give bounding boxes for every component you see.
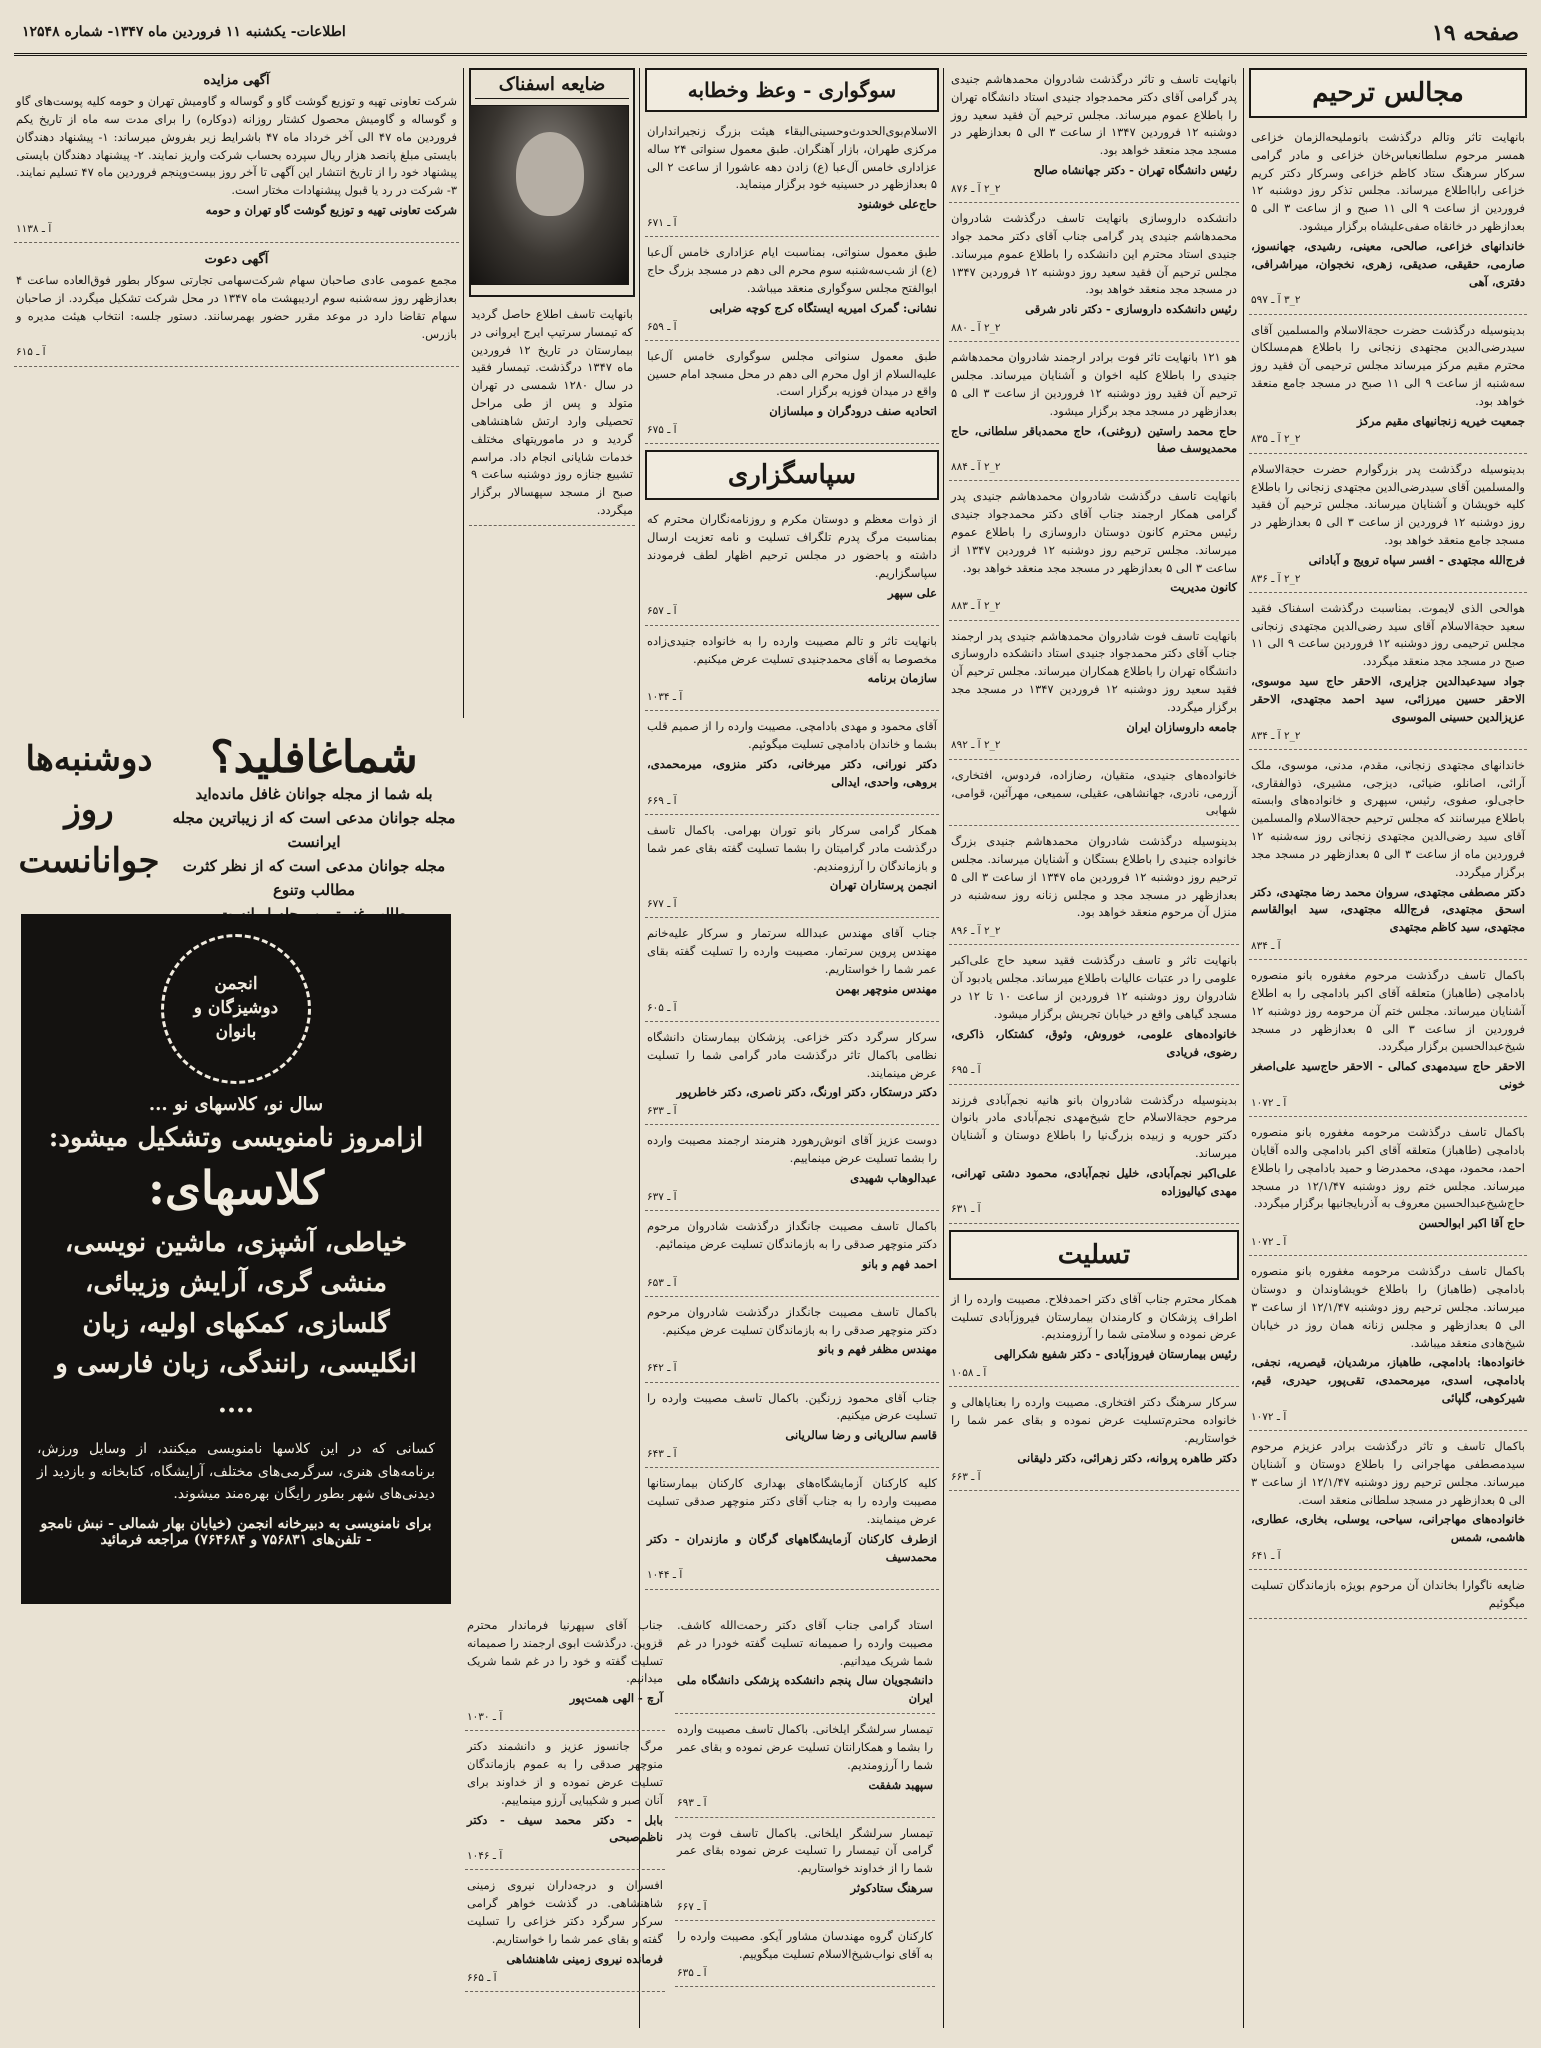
notice-signature: خانواده‌های علومی، خوروش، وثوق، کشتکار، ذاکری، رضوی، فریادی xyxy=(951,1026,1237,1059)
obituary-title: ضایعه اسفناک xyxy=(475,74,629,99)
notice-text: بدینوسیله درگذشت شادروان محمدهاشم جنیدی بزرگ خانواده جنیدی را باطلاع بستگان و آشنایان میرساند. مجلس ترحیم روز دوشنبه ۱۲ فروردین ماه ۱۳۴۷ از ساعت ۳ الی ۵ بعدازظهر در مسجد مجد و مجلس زنانه روز سه‌شنبه در منزل آن مرحوم منعقد خواهد بود. xyxy=(951,834,1237,920)
notice xyxy=(645,1215,939,1297)
notice xyxy=(949,949,1239,1084)
notice-title: آگهی دعوت xyxy=(204,252,269,268)
notice xyxy=(949,485,1239,620)
notice xyxy=(645,819,939,919)
condolence-list xyxy=(949,1288,1239,1491)
notice xyxy=(645,241,939,341)
notice-text: بانهایت تاثر و تالم مصیبت وارده را به خانواده جنیدی‌زاده مخصوصا به آقای محمدجنیدی تسلیت عرض میکنیم. xyxy=(647,633,937,666)
notice xyxy=(645,922,939,1022)
notice xyxy=(645,715,939,815)
notice-signature: سپهبد شفقت xyxy=(868,1777,933,1792)
notice-signature: حاج‌علی خوشنود xyxy=(857,197,937,212)
notice-signature: سازمان برنامه xyxy=(867,671,937,686)
notice-text: بدینوسیله درگذشت شادروان بانو هانیه نجم‌آبادی فرزند مرحوم حجةالاسلام حاج شیخ‌مهدی نجم‌آبادی مادر بانوان دکتر حوریه و زبیده بزرگ‌نیا را باطلاع دوستان و آشنایان میرساند. xyxy=(951,1092,1237,1161)
notice-text: هوالحی الذی لایموت. بمناسبت درگذشت اسفناک فقید سعید حجةالاسلام آقای سید رضی‌الدین مجتهدی زنجانی مجلس ترحیمی روز دوشنبه ۱۲ فروردین ساعت ۹ الی ۱۱ صبح در مسجد مجد منعقد میگردد. xyxy=(1251,600,1525,669)
column-announcements xyxy=(14,68,459,718)
notice-signature: مهندس مظفر فهم و بانو xyxy=(818,1342,937,1357)
notice xyxy=(1249,319,1527,454)
notice-signature: اتحادیه صنف درودگران و مبلسازان xyxy=(769,404,937,419)
notice-code: آ ـ ۱۰۷۲ xyxy=(1251,1236,1287,1249)
notice-signature: خانواده‌های مهاجرانی، سیاحی، یوسلی، بخاری، عطاری، هاشمی، شمس xyxy=(1251,1512,1525,1545)
notice-text: بانهایت تاسف درگذشت شادروان محمدهاشم جنیدی پدر گرامی همکار ارجمند جناب آقای دکتر محمدجواد جنیدی رئیس محترم کانون دوستان داروسازی را باطلاع عموم میرساند. مجلس ترحیم روز دوشنبه ۱۲ فروردین ۱۳۴۷ از ساعت ۳ الی ۵ بعدازظهر در مسجد مجد منعقد خواهد بود. xyxy=(951,489,1238,575)
notice-text: باکمال تاسف درگذشت مرحومه مغفوره بانو منصوره بادامچی (طاهباز) متعلقه آقای اکبر بادامچی والده آقایان احمد، محمود، مهدی، محمدرضا و حمید بادامچی را باطلاع میرساند. مجلس ختم روز دوشنبه ۱۲/۱/۴۷ در مسجد حاج‌شیخ‌عبدالحسین معروف به آذربایجانیها برگزار میگردد. xyxy=(1251,1125,1525,1211)
column-notices xyxy=(949,68,1239,2028)
portrait-photo xyxy=(469,105,629,285)
notice-signature: نشانی: گمرک امیریه ایستگاه کرج کوچه ضرابی xyxy=(709,300,937,315)
notice xyxy=(1249,1260,1527,1431)
classes-ad xyxy=(21,914,451,1604)
notice-signature: جمعیت خیریه زنجانیهای مقیم مرکز xyxy=(1357,413,1525,428)
notice-code: آ ـ ۶۷۱ xyxy=(647,217,677,230)
notice-text: ضایعه ناگوارا بخاندان آن مرحوم بویژه بازماندگان تسلیت میگوئیم xyxy=(1251,1578,1525,1611)
notice-text: طبق معمول سنواتی، بمناسبت ایام عزاداری خامس آل‌عبا (ع) از شب‌سه‌شنبه سوم محرم الی دهم در مسجد بزرگ حاج ابوالفتح مجلس سوگواری منعقد میباشد. xyxy=(647,245,937,295)
notice-text: سرکار سرهنگ دکتر افتخاری. مصیبت وارده را بعنایاهالی و خانواده محترم‌تسلیت عرض نموده و بقای عمر شما را خواستاریم. xyxy=(951,1395,1237,1445)
notice-text: باکمال تاسف درگذشت مرحومه مغفوره بانو منصوره بادامچی (طاهباز) را باطلاع خویشاوندان و دوستان میرساند. مجلس ترحیم روز دوشنبه ۱۲/۱/۴۷ از ساعت ۳ الی ۵ بعدازظهر و مجلس زنانه همان روز در خیابان شیخ‌هادی منعقد میباشد. xyxy=(1251,1264,1525,1350)
notice-signature: ازطرف کارکنان آزمایشگاههای گرگان و مازندران - دکتر محمدسیف xyxy=(647,1531,937,1564)
notice-text: سرکار سرگرد دکتر خزاعی. پزشکان بیمارستان دانشگاه نظامی باکمال تاثر درگذشت مادر گرامی شما را تسلیت عرض مینمایند. xyxy=(647,1029,937,1080)
notice xyxy=(645,120,939,237)
notice-code: ۲_۲ آ ـ ۸۸۳ xyxy=(951,600,1001,613)
notice-code: آ ـ ۱۰۴۴ xyxy=(647,1569,683,1582)
magazine-ad xyxy=(14,734,459,914)
column-obituary xyxy=(469,68,635,718)
notice-text: افسران و درجه‌داران نیروی زمینی شاهنشاهی. در گذشت خواهر گرامی سرکار سرگرد دکتر خزاعی را تسلیت گفته و بقای عمر شما را خواستاریم. xyxy=(467,1878,663,1946)
notice xyxy=(949,68,1239,203)
notice-signature: حاج محمد راستین (روغنی)، حاج محمدباقر سلطانی، حاج محمدیوسف صفا xyxy=(951,423,1237,456)
obituary-text: بانهایت تاسف اطلاع حاصل گردید که تیمسار سرتیپ ایرج ایروانی در بیمارستان در تاریخ ۱۲ فروردین ماه ۱۳۴۷ درگذشت. تیمسار فقید در سال ۱۲۸۰ شمسی در تهران متولد و پس از طی مراحل تحصیلی وارد ارتش شاهنشاهی گردید و در ماموریتهای مختلف خدمات شایانی انجام داد. مراسم تشییع جنازه روز دوشنبه ساعت ۹ صبح از مسجد سپهسالار برگزار میگردد. xyxy=(469,303,635,526)
notice-text: تیمسار سرلشگر ایلخانی. باکمال تاسف مصیبت وارده را بشما و همکارانتان تسلیت عرض نموده و بقای عمر شما را آرزومندیم. xyxy=(677,1722,933,1772)
notice xyxy=(675,1718,935,1818)
notice-text: هو ۱۲۱ بانهایت تاثر فوت برادر ارجمند شادروان محمدهاشم جنیدی را باطلاع کلیه اخوان و آشنایان میرساند. مجلس ترحیم آن فقید روز دوشنبه ۱۲ فروردین از ساعت ۳ الی ۵ بعدازظهر در مسجد مجد برگزار میشود. xyxy=(951,350,1237,418)
notice-code: آ ـ ۱۰۷۲ xyxy=(1251,1096,1287,1109)
notice-code: ۲_۲ آ ـ ۸۸۴ xyxy=(951,461,1001,474)
notice xyxy=(1249,1435,1527,1570)
notice-code: آ ـ ۶۶۹ xyxy=(647,794,677,807)
notice-text: از ذوات معظم و دوستان مکرم و روزنامه‌نگاران محترم که بمناسبت مرگ پدرم تلگراف تسلیت و نامه تعزیت ارسال داشته و باحضور در مجلس ترحیم اظهار لطف فرمودند سپاسگزاریم. xyxy=(647,512,937,580)
notice-text: بانهایت تاسف فوت شادروان محمدهاشم جنیدی پدر ارجمند جناب آقای دکتر محمدجواد جنیدی استاد دانشکده داروسازی دانشگاه تهران را باطلاع همکاران میرساند. مجلس ترحیم آن فقید سعید روز دوشنبه ۱۲ فروردین ۱۳۴۷ در مسجد مجد برگزار میگردد. xyxy=(951,628,1238,714)
ad-days xyxy=(14,734,164,887)
notice-signature: فرج‌الله مجتهدی - افسر سپاه ترویج و آبادانی xyxy=(1308,552,1525,567)
notice-signature: جواد سیدعبدالدین جزایری، الاحقر حاج سید موسوی، الاحقر حسین میرزائی، سید احمد مجتهدی، الاحقر عزیزالدین حسینی الموسوی xyxy=(1251,674,1525,724)
notice-text: بانهایت تاثر وتالم درگذشت بانوملیحه‌الزمان خزاعی همسر مرحوم سلطانعباس‌خان خزاعی و مادر گرامی سرکار سرهنگ ستاد کاظم خزاعی وسرکار دکتر کریم خزاعی رابااطلاع میرساند. مجلس تذکر روز دوشنبه ۱۲ فروردین از ساعت ۹ الی ۱۱ صبح و از ساعت ۳ الی ۵ بعدازظهر در خانقاه صفی‌علیشاه برگزار میشود. xyxy=(1251,130,1525,234)
notice-code: آ ـ ۶۵۳ xyxy=(647,1276,677,1289)
page-number: صفحه ۱۹ xyxy=(1431,20,1519,46)
notice-signature: حاج آقا اکبر ابوالحسن xyxy=(1418,1216,1525,1231)
notice-text: همکار محترم جناب آقای دکتر احمدفلاح. مصیبت وارده را از اطراف پزشکان و کارمندان بیمارستان فیروزآبادی تسلیت عرض نموده و سلامتی شما را آرزومندیم. xyxy=(951,1291,1237,1342)
notice-text: جناب آقای سپهرنیا فرماندار محترم قزوین. درگذشت ابوی ارجمند را صمیمانه تسلیت گفته و خود را در غم شما شریک میدانیم. xyxy=(467,1618,663,1686)
notice-text: باکمال تاسف مصیبت جانگداز درگذشت شادروان مرحوم دکتر منوچهر صدقی را به بازماندگان تسلیت عرض میکنیم. xyxy=(647,1304,937,1337)
notice-code: ۲_۲ آ ـ ۸۹۲ xyxy=(951,739,1001,752)
ad-contact: برای نامنویسی به دبیرخانه انجمن (خیابان بهار شمالی - نبش نامجو - تلفن‌های ۷۵۶۸۳۱ و ۷۶۴۶۸۴) مراجعه فرمائید xyxy=(40,1515,432,1548)
notice-code: آ ـ ۶۶۵ xyxy=(467,1971,497,1984)
notice xyxy=(1249,126,1527,315)
notice-code: آ ـ ۶۷۷ xyxy=(647,898,677,911)
notice xyxy=(675,1925,935,1987)
notice-code: ۲_۲ آ ـ ۸۳۴ xyxy=(1251,729,1301,742)
notice-list xyxy=(1249,126,1527,1619)
ad-line: مجله جوانان مدعی است که از زیباترین مجله ایرانست xyxy=(172,809,456,852)
notice-text: جناب آقای محمود زرنگین. باکمال تاسف مصیبت وارده را تسلیت عرض میکنیم. xyxy=(647,1390,937,1423)
notice-signature: انجمن پرستاران تهران xyxy=(829,878,937,893)
notice-text: کارکنان گروه مهندسان مشاور آیکو. مصیبت وارده را به آقای نواب‌شیخ‌الاسلام تسلیت میگوییم. xyxy=(677,1929,933,1961)
notice xyxy=(14,247,459,367)
notice-signature: بابل - دکتر محمد سیف - دکتر ناظم‌صبحی xyxy=(467,1812,663,1845)
section-header-condolence: تسلیت xyxy=(949,1230,1239,1280)
notice-text: باکمال تاسف درگذشت مرحوم مغفوره بانو منصوره بادامچی (طاهباز) متعلقه آقای اکبر بادامچی را به اطلاع آشنایان میرساند. مجلس ختم آن مرحومه روز دوشنبه ۱۲ فروردین از ساعت ۳ الی ۵ بعدازظهر در مسجد شیخ‌عبدالحسین برگزار میگردد. xyxy=(1251,968,1525,1054)
gratitude-list xyxy=(645,508,939,1589)
notice-signature: دکتر طاهره پروانه، دکتر زهرائی، دکتر دلیقانی xyxy=(1017,1450,1237,1465)
masthead xyxy=(14,14,1527,56)
notice-signature: دانشجویان سال پنجم دانشکده پزشکی دانشگاه ملی ایران xyxy=(677,1673,933,1706)
ad-days-line: جوانانست xyxy=(18,841,160,881)
notice-list xyxy=(645,120,939,444)
notice xyxy=(465,1735,665,1870)
ad-line: بله شما از مجله جوانان غافل مانده‌اید xyxy=(195,785,433,804)
notice-signature: سرهنگ ستادکوثر xyxy=(850,1881,933,1896)
notice xyxy=(949,1089,1239,1224)
notice-text: طبق معمول سنواتی مجلس سوگواری خامس آل‌عبا علیه‌السلام از اول محرم الی دهم در محل مسجد امام حسین واقع در میدان فوزیه برگزار است. xyxy=(647,348,937,399)
notice-signature: رئیس دانشکده داروسازی - دکتر نادر شرقی xyxy=(1025,302,1237,317)
ad-line: ازامروز نامنویسی وتشکیل میشود: xyxy=(48,1123,424,1153)
notice-signature: عبدالوهاب شهیدی xyxy=(850,1171,937,1186)
announcement-list xyxy=(14,68,459,367)
notice-text: تیمسار سرلشگر ایلخانی. باکمال تاسف فوت پدر گرامی آن تیمسار را تسلیت عرض نموده بقای عمر شما را از خداوند خواستاریم. xyxy=(677,1825,933,1876)
notice-text: بدینوسیله درگذشت حضرت حجةالاسلام والمسلمین آقای سیدرضی‌الدین مجتهدی زنجانی را باطلاع هم‌مسلکان محترم مقیم مرکز میرساند مجلس ترحیمی آن فقید روز سه‌شنبه از ساعت ۹ الی ۱۱ صبح در مسجد جامع منعقد خواهد بود. xyxy=(1251,322,1525,408)
notice-code: آ ـ ۶۳۷ xyxy=(647,1190,677,1203)
ad-line: کلاسهای: xyxy=(147,1161,325,1215)
notice-code: ۲_۲ آ ـ ۸۳۵ xyxy=(1251,433,1301,446)
notice-code: آ ـ ۶۹۵ xyxy=(951,1064,981,1077)
notice-code: آ ـ ۶۹۳ xyxy=(677,1797,707,1810)
notice-text: باکمال تاسف و تاثر درگذشت برادر عزیزم مرحوم سیدمصطفی مهاجرانی را باطلاع دوستان و آشنایان میرساند. مجلس ترحیم روز دوشنبه ۱۲/۱/۴۷ از ساعت ۳ الی ۵ بعدازظهر در مسجد سلطانی منعقد است. xyxy=(1251,1439,1525,1507)
bottom-notices xyxy=(675,1614,935,2028)
notice-text: آقای محمود و مهدی بادامچی. مصیبت وارده را از صمیم قلب بشما و خاندان بادامچی تسلیت میگوئیم. xyxy=(647,719,937,752)
notice-text: مجمع عمومی عادی صاحبان سهام شرکت‌سهامی تجارتی سوکار بطور فوق‌العاده ساعت ۴ بعدازظهر روز سه‌شنبه سوم اردیبهشت ماه ۱۳۴۷ در محل شرکت تشکیل میگردد. از صاحبان سهام تقاضا دارد در موعد مقرر حضور بهمرسانند. دستور جلسه: انتخاب هیئت مدیره و بازرس. xyxy=(16,273,457,341)
notice-code: ۲_۳ آ ـ ۵۹۷ xyxy=(1251,294,1301,307)
notice xyxy=(949,1391,1239,1491)
notice-signature: خانواده‌ها: بادامچی، طاهباز، مرشدیان، قیصریه، نجفی، بادامچی، اسدی، میرمحمدی، تقی‌پور، حیدری، قیم، شیرکوهی، گلپائی xyxy=(1251,1355,1525,1405)
notice xyxy=(645,508,939,625)
ad-line: کسانی که در این کلاسها نامنویسی میکنند، از وسایل ورزش، برنامه‌های هنری، سرگرمی‌های مختلف، آرایشگاه، کتابخانه و بازدید از دیدنی‌های شهر بطور رایگان بهره‌مند میشوند. xyxy=(37,1441,435,1503)
notice xyxy=(675,1822,935,1922)
ad-message xyxy=(169,734,459,926)
notice xyxy=(949,207,1239,342)
notice xyxy=(645,345,939,445)
notice xyxy=(1249,1121,1527,1256)
obituary-box xyxy=(469,68,635,297)
notice-text: الاسلام‌بوی‌الحدوث‌وحسینی‌البقاء هیئت بزرگ زنجیرانداران مرکزی طهران، بازار آهنگران. طبق معمول سنواتی ۲۴ ساله عزاداری خامس آل‌عبا (ع) زادن دهه عاشورا از ساعت ۲ الی ۵ بعدازظهر در حسینیه خود برگزار مینماید. xyxy=(647,124,937,192)
newspaper-page xyxy=(14,14,1527,2034)
notice-code: آ ـ ۶۳۱ xyxy=(951,1203,981,1216)
notice-signature: دکتر درستکار، دکتر اورنگ، دکتر ناصری، دکتر خاطرپور xyxy=(676,1085,937,1100)
notice-text: خانواده‌های جنیدی، متقیان، رضازاده، فردوس، افتخاری، آزرمی، نادری، جهانشاهی، عقیلی، سمیعی، مهرآئین، قوامی، شهابی xyxy=(951,767,1237,818)
notice-code: آ ـ ۶۶۷ xyxy=(677,1900,707,1913)
notice-text: بانهایت تاسف و تاثر درگذشت شادروان محمدهاشم جنیدی پدر گرامی آقای دکتر محمدجواد جنیدی استاد دانشگاه تهران را باطلاع عموم میرساند. مجلس ترحیم آن فقید سعید روز دوشنبه ۱۲ فروردین ۱۳۴۷ از ساعت ۳ الی ۵ بعدازظهر در مسجد مجد منعقد خواهد بود. xyxy=(951,72,1237,158)
notice-signature: رئیس بیمارستان فیروزآبادی - دکتر شفیع شکرالهی xyxy=(994,1347,1237,1362)
notice-text: مرگ جانسوز عزیز و دانشمند دکتر منوچهر صدقی را به عموم بازماندگان تسلیت عرض نموده و از خداوند برای آنان صبر و شکیبایی آرزو مینماییم. xyxy=(467,1739,663,1807)
notice xyxy=(465,1874,665,1991)
notice-code: آ ـ ۶۶۳ xyxy=(951,1470,981,1483)
notice-code: آ ـ ۱۱۳۸ xyxy=(16,222,52,235)
notice-signature: فرمانده نیروی زمینی شاهنشاهی xyxy=(506,1951,663,1966)
notice-code: آ ـ ۱۰۵۸ xyxy=(951,1367,987,1379)
ad-days-line: روز xyxy=(64,790,114,830)
notice xyxy=(645,1301,939,1383)
notice xyxy=(1249,1574,1527,1619)
notice-code: ۲_۲ آ ـ ۸۸۰ xyxy=(951,322,1001,335)
notice xyxy=(645,1026,939,1126)
column-memorials xyxy=(1249,68,1527,2028)
notice-signature: دکتر نورانی، دکتر میرخانی، دکتر منزوی، میرمحمدی، بروهی، واحدی، ایدالی xyxy=(647,757,937,789)
notice-signature: علی‌اکبر نجم‌آبادی، خلیل نجم‌آبادی، محمود دشتی تهرانی، مهدی کیالیوزاده xyxy=(951,1165,1237,1198)
notice-text: استاد گرامی جناب آقای دکتر رحمت‌الله کاشف. مصیبت وارده را صمیمانه تسلیت گفته خودرا در غم شما شریک میدانیم. xyxy=(677,1618,933,1668)
notice xyxy=(645,630,939,712)
notice xyxy=(949,625,1239,760)
notice-text: بانهایت تاثر و تاسف درگذشت فقید سعید حاج علی‌اکبر علومی را در عتبات عالیات باطلاع میرساند. مجلس یادبود آن شادروان روز دوشنبه ۱۲ فروردین از ساعت ۱۰ تا ۱۲ در مسجد گیاهی واقع در خیابان تجریش برگزار میشود. xyxy=(951,953,1237,1021)
notice-code: آ ـ ۱۰۴۶ xyxy=(467,1850,503,1863)
notice-code: آ ـ ۸۳۴ xyxy=(1251,939,1281,952)
notice-title: آگهی مزایده xyxy=(203,73,270,88)
notice-signature: الاحقر حاج سیدمهدی کمالی - الاحقر حاج‌سید علی‌اصغر خونی xyxy=(1251,1059,1525,1092)
ad-headline: شماغافلید؟ xyxy=(210,732,418,783)
notice-signature: مهندس منوچهر بهمن xyxy=(835,981,937,996)
notice xyxy=(645,1472,939,1589)
notice-code: ۲_۲ آ ـ ۸۳۶ xyxy=(1251,572,1301,585)
notice-code: ۲_۲ آ ـ ۸۹۶ xyxy=(951,925,1001,938)
notice-code: آ ـ ۱۰۳۰ xyxy=(467,1711,503,1724)
section-header-gratitude: سپاسگزاری xyxy=(645,450,939,500)
notice xyxy=(645,1129,939,1211)
notice-list xyxy=(949,68,1239,1224)
notice-text: دوست عزیز آقای انوش‌رهورد هنرمند ارجمند مصیبت وارده را بشما تسلیت عرض مینماییم. xyxy=(647,1133,937,1166)
issue-info: اطلاعات- یکشنبه ۱۱ فروردین ماه ۱۳۴۷- شماره ۱۲۵۴۸ xyxy=(22,24,346,40)
notice xyxy=(1249,458,1527,593)
notice-signature: احمد فهم و بانو xyxy=(862,1256,937,1271)
notice xyxy=(949,830,1239,945)
notice-signature: شرکت تعاونی تهیه و توزیع گوشت گاو تهران و حومه xyxy=(205,203,457,218)
section-header-mourning: سوگواری - وعظ وخطابه xyxy=(645,68,939,112)
column-rule xyxy=(463,68,464,718)
association-emblem: انجمن دوشیزگان و بانوان xyxy=(161,934,311,1084)
notice xyxy=(949,1288,1239,1388)
notice-list xyxy=(465,1614,665,1992)
notice-code: آ ـ ۶۱۵ xyxy=(16,346,46,359)
section-header-memorials: مجالس ترحیم xyxy=(1249,68,1527,118)
bottom-notices xyxy=(465,1614,665,2028)
notice-signature: دکتر مصطفی مجتهدی، سروان محمد رضا مجتهدی، دکتر اسحق مجتهدی، فرج‌الله مجتهدی، سید ابوالقاسم مجتهدی، سید کاظم مجتهدی xyxy=(1251,884,1525,935)
notice xyxy=(1249,597,1527,750)
notice-code: ۲_۲ آ ـ ۸۷۶ xyxy=(951,182,1001,195)
notice-code: آ ـ ۱۰۳۴ xyxy=(647,691,683,704)
notice-signature: علی سپهر xyxy=(887,585,937,600)
notice xyxy=(465,1614,665,1731)
notice-list xyxy=(675,1614,935,1987)
notice-signature: خاندانهای خزاعی، صالحی، معینی، رشیدی، جهانسوز، صارمی، حقیقی، صدیقی، زهری، نخجوان، میراشرافی، دفتری، آهی xyxy=(1251,238,1525,289)
notice-text: بدینوسیله درگذشت پدر بزرگوارم حضرت حجةالاسلام والمسلمین آقای سیدرضی‌الدین مجتهدی زنجانی را باطلاع کلیه خویشان و آشنایان میرساند. مجلس ترحیم آن فقید روز دوشنبه ۱۲ فروردین از ساعت ۳ الی ۵ بعدازظهر در مسجد جامع منعقد خواهد بود. xyxy=(1251,461,1525,547)
notice xyxy=(949,764,1239,826)
column-rule xyxy=(1243,68,1244,2028)
notice-signature: رئیس دانشگاه تهران - دکتر جهانشاه صالح xyxy=(1033,163,1237,178)
notice-text: جناب آقای مهندس عبدالله سرتمار و سرکار علیه‌خانم مهندس پروین سرتمار. مصیبت وارده را تسلیت گفته بقای عمر شما را خواستاریم. xyxy=(647,926,937,977)
notice-code: آ ـ ۶۵۹ xyxy=(647,320,677,333)
notice-signature: آرچ - الهی همت‌پور xyxy=(569,1691,663,1706)
notice-code: آ ـ ۶۳۵ xyxy=(677,1966,707,1979)
ad-class-list: خیاطی، آشپزی، ماشین نویسی، منشی گری، آرایش وزیبائی، گلسازی، کمکهای اولیه، زبان انگلیسی، رانندگی، زبان فارسی و .... xyxy=(55,1228,417,1420)
notice-code: آ ـ ۶۷۵ xyxy=(647,424,677,437)
notice xyxy=(675,1614,935,1714)
column-rule xyxy=(943,68,944,2028)
notice-code: آ ـ ۶۴۳ xyxy=(647,1448,677,1460)
notice-code: آ ـ ۶۰۵ xyxy=(647,1001,677,1014)
notice-text: کلیه کارکنان آزمایشگاه‌های بهداری کارکنان بیمارستانها مصیبت وارده را به جناب آقای دکتر منوچهر صدقی تسلیت عرض مینمایند. xyxy=(647,1476,937,1526)
notice xyxy=(645,1387,939,1469)
notice-code: آ ـ ۶۳۳ xyxy=(647,1105,677,1118)
ad-days-line: دوشنبه‌ها xyxy=(25,739,153,779)
notice-text: دانشکده داروسازی بانهایت تاسف درگذشت شادروان محمدهاشم جنیدی پدر گرامی جناب آقای دکتر محمد جواد جنیدی استاد محترم این دانشکده را باطلاع عموم میرساند. مجلس ترحیم آن فقید سعید روز دوشنبه ۱۲ فروردین ۱۳۴۷ در مسجد مجد منعقد خواهد بود. xyxy=(951,211,1237,297)
ad-line: مجله جوانان مدعی است که از نظر کثرت مطالب وتنوع xyxy=(182,857,446,900)
ad-line: سال نو، کلاسهای نو ... xyxy=(148,1094,324,1115)
notice-signature: قاسم سالریانی و رضا سالریانی xyxy=(785,1428,937,1443)
notice xyxy=(949,346,1239,481)
notice xyxy=(14,68,459,243)
notice-code: آ ـ ۶۵۷ xyxy=(647,605,677,618)
notice-text: باکمال تاسف مصیبت جانگداز درگذشت شادروان مرحوم دکتر منوچهر صدقی را به بازماندگان تسلیت عرض مینمائیم. xyxy=(647,1219,937,1251)
notice-code: آ ـ ۱۰۷۲ xyxy=(1251,1410,1287,1423)
notice-text: همکار گرامی سرکار بانو توران بهرامی. باکمال تاسف درگذشت مادر گرامیتان را بشما تسلیت گفته بقای عمر شما و بازماندگان را آرزومندیم. xyxy=(647,822,937,873)
notice-text: خاندانهای مجتهدی زنجانی، مقدم، مدنی، موسوی، ملک آرائی، اصانلو، ضیائی، دیزجی، مشیری، ذوالفقاری، حاجی‌لو، صفوی، رئیس، سپهری و خانواده‌های وابسته باطلاع میرسانند که مجلس ترحیم حجةالاسلام والمسلمین آقای سید رضی‌الدین مجتهدی زنجانی روز سه‌شنبه ۱۲ فروردین ماه از ساعت ۳ الی ۵ بعدازظهر در مسجد مجد برگزار میگردد. xyxy=(1251,757,1525,879)
notice-code: آ ـ ۶۴۲ xyxy=(647,1362,677,1375)
notice-signature: جامعه داروسازان ایران xyxy=(1126,719,1237,734)
notice xyxy=(1249,964,1527,1117)
notice-code: آ ـ ۶۴۱ xyxy=(1251,1549,1281,1562)
notice-signature: کانون مدیریت xyxy=(1170,580,1237,595)
notice-text: شرکت تعاونی تهیه و توزیع گوشت گاو و گوساله و گاومیش تهران و حومه کلیه پوست‌های گاو و گوساله و گاومیش محصول کشتار روزانه (دوکاره) را برای مدت سه ماه از تاریخ یکم فروردین ماه ۴۷ الی آخر خرداد ماه ۴۷ باشرایط زیر بفروش میرساند: ۱- پیشنهاد دهندگان بایستی مبلغ پانصد هزار ریال سپرده بحساب شرکت واریز نمایند. ۲- پیشنهاد دهندگان بایستی پیشنهاد خود را از تاریخ انتشار این آگهی تا آخر روز بیست‌وپنجم فروردین ماه ۴۷ تسلیم نمایند. ۳- شرکت در رد یا قبول پیشنهادات مختار است. xyxy=(16,94,458,198)
notice xyxy=(1249,754,1527,960)
